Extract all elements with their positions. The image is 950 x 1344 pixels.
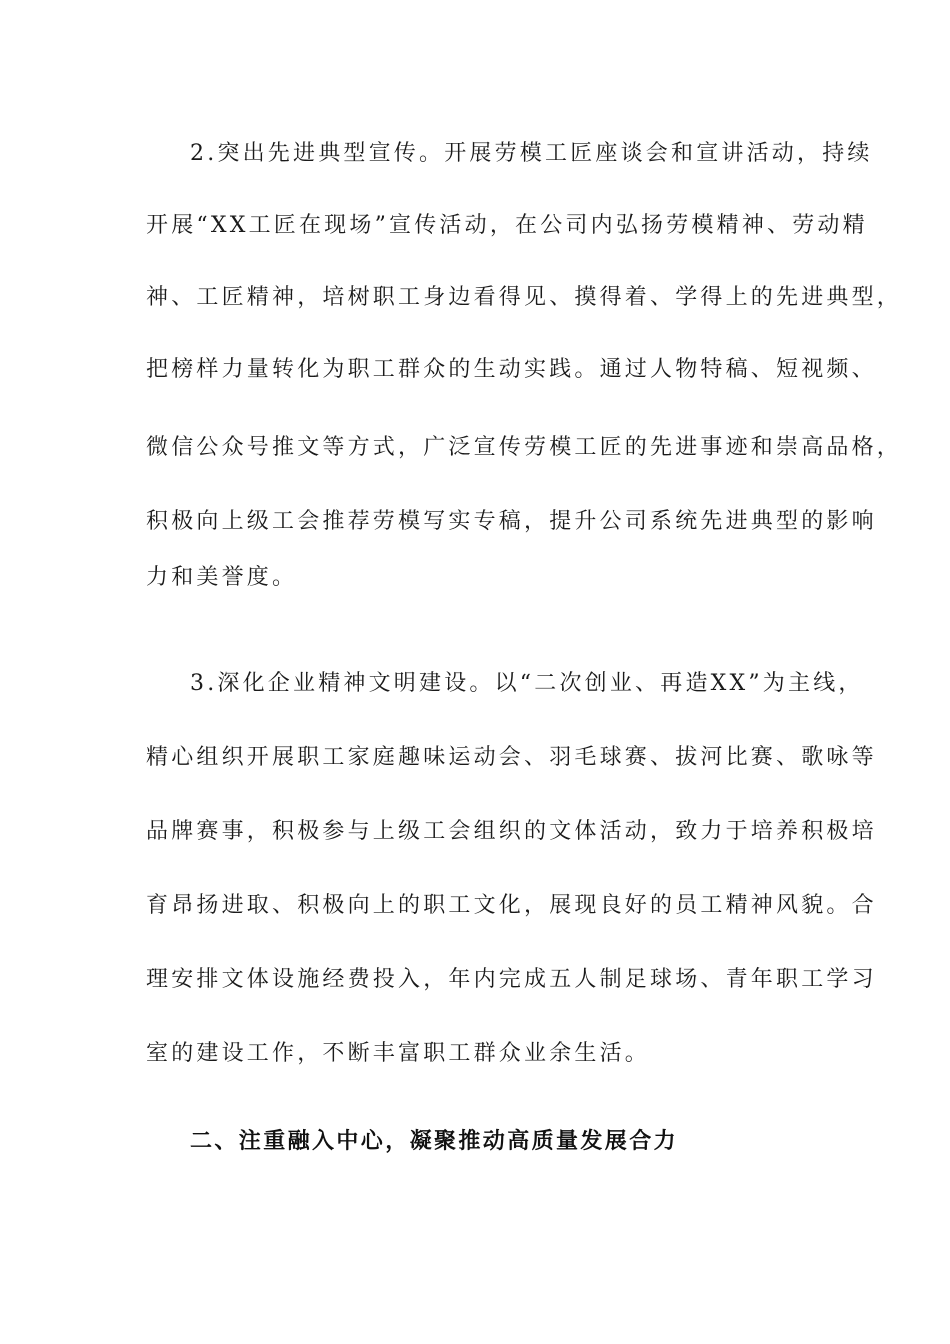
paragraph-2-line-4: 把榜样力量转化为职工群众的生动实践。通过人物特稿、短视频、 [146,357,877,382]
paragraph-3-line-2: 精心组织开展职工家庭趣味运动会、羽毛球赛、拔河比赛、歌咏等 [146,745,877,770]
paragraph-3-line-6: 室的建设工作，不断丰富职工群众业余生活。 [146,1041,651,1066]
paragraph-3-line-4: 育昂扬进取、积极向上的职工文化，展现良好的员工精神风貌。合 [146,893,877,918]
paragraph-2-line-7: 力和美誉度。 [146,565,298,590]
paragraph-2-line-6: 积极向上级工会推荐劳模写实专稿，提升公司系统先进典型的影响 [146,509,877,534]
paragraph-3-line-1: 3.深化企业精神文明建设。以“二次创业、再造XX”为主线， [190,671,864,696]
paragraph-2-line-1: 2.突出先进典型宣传。开展劳模工匠座谈会和宣讲活动，持续 [190,141,873,166]
paragraph-3-line-5: 理安排文体设施经费投入，年内完成五人制足球场、青年职工学习 [146,967,877,992]
paragraph-3-line-3: 品牌赛事，积极参与上级工会组织的文体活动，致力于培养积极培 [146,819,877,844]
paragraph-2-line-3: 神、工匠精神，培树职工身边看得见、摸得着、学得上的先进典型， [146,285,903,310]
paragraph-2-line-5: 微信公众号推文等方式，广泛宣传劳模工匠的先进事迹和崇高品格， [146,435,903,460]
section-heading: 二、注重融入中心，凝聚推动高质量发展合力 [190,1129,679,1154]
paragraph-2-line-2: 开展“XX工匠在现场”宣传活动，在公司内弘扬劳模精神、劳动精 [146,213,868,238]
